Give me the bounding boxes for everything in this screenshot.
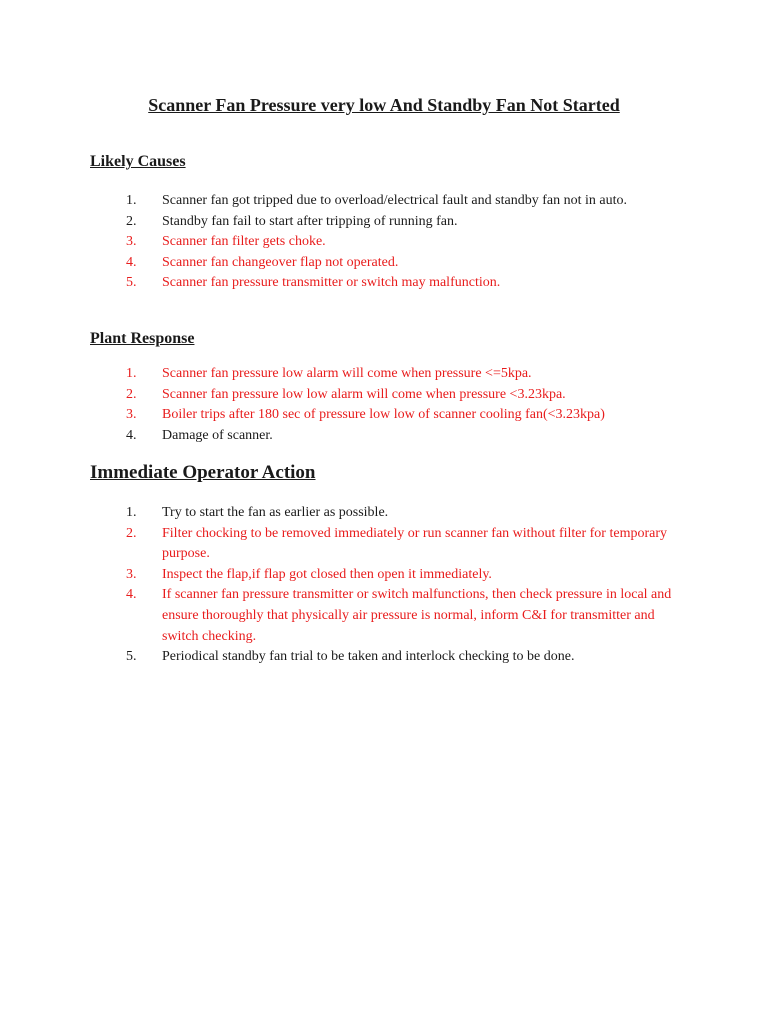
list-item-text: If scanner fan pressure transmitter or switch malfunctions, then check pressure in local and ensure thoroughly that physically air pressure is normal, inform C&I for transmitter and switch checking. — [162, 587, 672, 644]
list-item — [0, 385, 768, 406]
list-item-number: 1. — [126, 366, 137, 381]
list-item — [0, 426, 768, 447]
likely-causes-heading: Likely Causes — [90, 153, 186, 170]
plant-response-heading: Plant Response — [90, 330, 195, 347]
list-item-text: Boiler trips after 180 sec of pressure low low of scanner cooling fan(<3.23kpa) — [162, 407, 605, 423]
list-item-text: Scanner fan changeover flap not operated. — [162, 254, 399, 270]
operator-action-heading: Immediate Operator Action — [90, 462, 316, 483]
list-item — [0, 253, 768, 274]
list-item-number: 1. — [126, 505, 137, 520]
list-item-text: Try to start the fan as earlier as possible. — [162, 505, 389, 520]
list-item-text: Periodical standby fan trial to be taken and interlock checking to be done. — [162, 649, 575, 665]
list-item-text: Damage of scanner. — [162, 427, 273, 443]
list-item-text: Filter chocking to be removed immediately or run scanner fan without filter for temporary purpose. — [162, 525, 668, 562]
list-item-text: Standby fan fail to start after tripping of running fan. — [162, 213, 458, 229]
list-item — [0, 565, 768, 586]
list-item-text: Scanner fan pressure low alarm will come when pressure <=5kpa. — [162, 366, 532, 381]
list-item — [0, 524, 768, 565]
list-item — [0, 405, 768, 426]
list-item-number: 1. — [126, 193, 137, 208]
list-item — [0, 585, 768, 647]
list-item-number: 3. — [126, 566, 137, 582]
likely-causes-list — [0, 191, 768, 294]
list-item — [0, 364, 768, 385]
list-item-number: 4. — [126, 587, 137, 603]
list-item-number: 5. — [126, 649, 137, 665]
list-item-text: Scanner fan filter gets choke. — [162, 234, 326, 250]
list-item-number: 5. — [126, 275, 137, 291]
list-item-text: Scanner fan pressure low low alarm will come when pressure <3.23kpa. — [162, 386, 566, 402]
list-item-number: 2. — [126, 386, 137, 402]
list-item — [0, 273, 768, 294]
list-item-number: 2. — [126, 213, 137, 229]
list-item — [0, 212, 768, 233]
list-item-number: 4. — [126, 254, 137, 270]
list-item-number: 2. — [126, 525, 137, 541]
list-item-number: 3. — [126, 407, 137, 423]
list-item — [0, 647, 768, 668]
plant-response-list — [0, 364, 768, 446]
list-item — [0, 191, 768, 212]
list-item-number: 4. — [126, 427, 137, 443]
list-item — [0, 232, 768, 253]
list-item-text: Scanner fan got tripped due to overload/electrical fault and standby fan not in auto. — [162, 193, 627, 208]
list-item-number: 3. — [126, 234, 137, 250]
list-item-text: Scanner fan pressure transmitter or switch may malfunction. — [162, 275, 501, 291]
operator-action-list — [0, 503, 768, 668]
page-title: Scanner Fan Pressure very low And Standby Fan Not Started — [148, 95, 620, 115]
list-item — [0, 503, 768, 524]
list-item-text: Inspect the flap,if flap got closed then open it immediately. — [162, 566, 492, 582]
